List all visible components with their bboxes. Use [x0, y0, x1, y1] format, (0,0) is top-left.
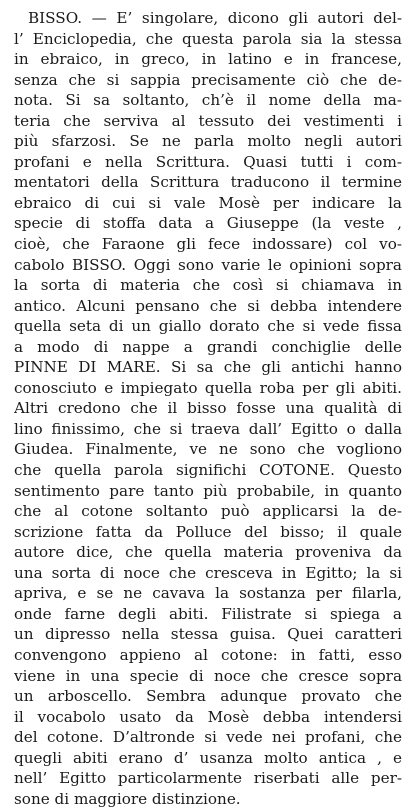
text-line: sentimento pare tanto più probabile, in quanto — [14, 481, 402, 500]
text-line: sone di maggiore distinzione. — [14, 789, 241, 808]
text-line: mentatori della Scrittura traducono il termine — [14, 173, 402, 192]
text-line: in ebraico, in greco, in latino e in francese, — [14, 50, 402, 69]
text-line: cabolo BISSO. Oggi sono varie le opinioni sopra — [14, 255, 402, 274]
text-line: che al cotone soltanto può applicarsi la de- — [14, 502, 402, 521]
text-line: la sorta di materia che così si chiamava in — [14, 276, 402, 295]
text-line: più sfarzosi. Se ne parla molto negli autori — [14, 132, 402, 151]
text-line: senza che si sappia precisamente ciò che de- — [14, 70, 402, 89]
text-line: ebraico di cui si vale Mosè per indicare la — [14, 193, 402, 212]
text-line: del cotone. D’altronde si vede nei profani, che — [14, 728, 402, 747]
text-line: Giudea. Finalmente, ve ne sono che vogliono — [14, 440, 402, 459]
text-line: antico. Alcuni pensano che si debba intendere — [14, 296, 402, 315]
text-line: il vocabolo usato da Mosè debba intendersi — [14, 707, 402, 726]
text-line: che quella parola significhi COTONE. Questo — [14, 461, 402, 480]
text-line: una sorta di noce che cresceva in Egitto; la si — [14, 563, 402, 582]
text-line: un dipresso nella stessa guisa. Quei caratteri — [14, 625, 402, 644]
text-line: quella seta di un giallo dorato che si vede fissa — [14, 317, 402, 336]
text-line: autore dice, che quella materia proveniva da — [14, 543, 402, 562]
text-line: un arboscello. Sembra adunque provato che — [14, 687, 402, 706]
text-line: conosciuto e impiegato quella roba per gli abiti. — [14, 378, 402, 397]
text-line: a modo di nappe a grandi conchiglie delle — [14, 337, 402, 356]
text-line: nell’ Egitto particolarmente riserbati alle per- — [14, 769, 402, 788]
text-line: l’ Enciclopedia, che questa parola sia la stessa — [14, 29, 402, 48]
encyclopedia-entry-bisso — [14, 8, 402, 809]
text-line: cioè, che Faraone gli fece indossare) col vo- — [14, 235, 402, 254]
text-line: quegli abiti erano d’ usanza molto antica , e — [14, 748, 402, 767]
text-line: PINNE DI MARE. Si sa che gli antichi hanno — [14, 358, 402, 377]
text-line: lino finissimo, che si traeva dall’ Egitto o dalla — [14, 419, 402, 438]
text-line: scrizione fatta da Polluce del bisso; il quale — [14, 522, 402, 541]
text-line: onde farne degli abiti. Filistrate si spiega a — [14, 604, 402, 623]
text-line: convengono appieno al cotone: in fatti, esso — [14, 645, 402, 664]
text-line: specie di stoffa data a Giuseppe (la veste , — [14, 214, 402, 233]
text-line: viene in una specie di noce che cresce sopra — [14, 666, 402, 685]
text-line: BISSO. — E’ singolare, dicono gli autori del- — [28, 9, 402, 27]
text-line: teria che serviva al tessuto dei vestimenti i — [14, 111, 402, 130]
text-line: Altri credono che il bisso fosse una qualità di — [14, 399, 402, 418]
document-page — [14, 8, 402, 806]
text-line: profani e nella Scrittura. Quasi tutti i com- — [14, 152, 402, 171]
text-line: nota. Si sa soltanto, ch’è il nome della ma- — [14, 91, 402, 110]
text-line: apriva, e se ne cavava la sostanza per filarla, — [14, 584, 402, 603]
